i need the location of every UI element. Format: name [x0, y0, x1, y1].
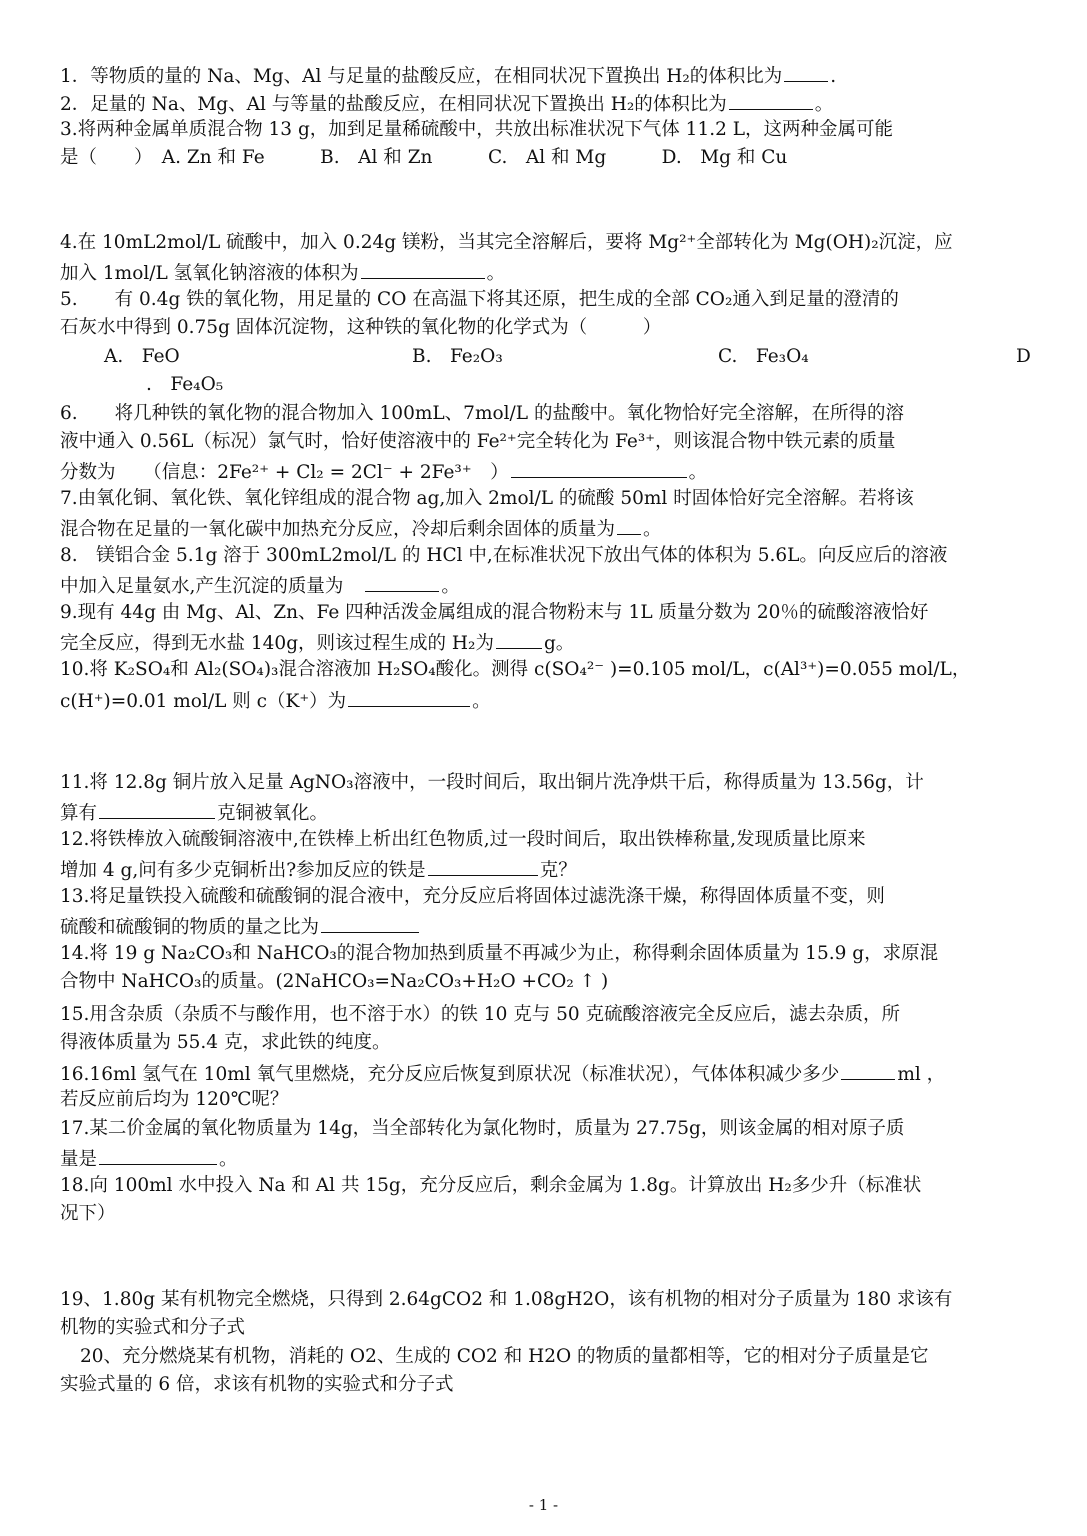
question-15-line-1: 15.用含杂质（杂质不与酸作用，也不溶于水）的铁 10 克与 50 克硫酸溶液完全反应后，滤去杂质，所 [60, 1004, 901, 1025]
answer-blank[interactable] [99, 1144, 217, 1165]
question-1 [60, 61, 836, 90]
question-4-end: 。 [486, 263, 506, 284]
question-11-line-2 [60, 798, 328, 827]
question-7-text: 混合物在足量的一氧化碳中加热充分反应，冷却后剩余固体的质量为 [60, 519, 616, 540]
option-d-letter: D [1016, 346, 1031, 367]
question-9-line-1: 9.现有 44g 由 Mg、Al、Zn、Fe 四种活泼金属组成的混合物粉末与 1L 质量分数为 20％的硫酸溶液恰好 [60, 602, 929, 623]
answer-blank[interactable] [321, 912, 419, 933]
question-7-end: 。 [643, 519, 662, 540]
question-2-text: 2．足量的 Na、Mg、Al 与等量的盐酸反应，在相同状况下置换出 H₂的体积比为 [60, 94, 727, 115]
answer-blank[interactable] [729, 89, 813, 110]
question-10-end: 。 [472, 691, 491, 712]
option-d-formula: . Fe₄O₅ [146, 374, 224, 395]
question-17-end: 。 [219, 1149, 238, 1170]
question-7-line-2 [60, 514, 662, 543]
question-18-line-2: 况下） [60, 1203, 116, 1224]
question-15-line-2: 得液体质量为 55.4 克，求此铁的纯度。 [60, 1032, 391, 1053]
question-16-text: 16.16ml 氢气在 10ml 氧气里燃烧，充分反应后恢复到原状况（标准状况），气体体积减少多少 [60, 1064, 840, 1085]
question-3-line-2: 是（ ） A. Zn 和 Fe B. Al 和 Zn C. Al 和 Mg D. Mg 和 Cu [60, 147, 788, 168]
question-16-end: ml ， [897, 1064, 946, 1085]
answer-blank[interactable] [365, 571, 439, 592]
question-9-end: g。 [543, 633, 575, 654]
question-2-end: 。 [814, 94, 834, 115]
question-16-line-2: 若反应前后均为 120℃呢？ [60, 1089, 289, 1110]
option-a: A. FeO [104, 346, 180, 367]
question-8-end: 。 [441, 576, 460, 597]
answer-blank[interactable] [361, 258, 485, 279]
question-18-line-1: 18.向 100ml 水中投入 Na 和 Al 共 15g，充分反应后，剩余金属为 1.8g。计算放出 H₂多少升（标准状 [60, 1175, 922, 1196]
question-14-line-2: 合物中 NaHCO₃的质量。(2NaHCO₃=Na₂CO₃+H₂O +CO₂ ↑ ) [60, 971, 609, 992]
question-3-line-1: 3.将两种金属单质混合物 13 g，加到足量稀硫酸中，共放出标准状况下气体 11.2 L，这两种金属可能 [60, 119, 894, 140]
question-7-line-1: 7.由氧化铜、氧化铁、氧化锌组成的混合物 ag,加入 2mol/L 的硫酸 50ml 时固体恰好完全溶解。若将该 [60, 488, 914, 509]
question-6-line-1: 6. 将几种铁的氧化物的混合物加入 100mL、7mol/L 的盐酸中。氧化物恰好完全溶解，在所得的溶 [60, 403, 904, 424]
question-9-line-2 [60, 628, 574, 657]
answer-blank[interactable] [348, 686, 470, 707]
question-17-line-1: 17.某二价金属的氧化物质量为 14g，当全部转化为氯化物时，质量为 27.75g，则该金属的相对原子质 [60, 1118, 905, 1139]
question-8-line-2 [60, 571, 460, 600]
question-16-line-1 [60, 1059, 945, 1088]
answer-blank[interactable] [617, 514, 641, 535]
question-4-text: 加入 1mol/L 氢氧化钠溶液的体积为 [60, 263, 359, 284]
question-19-line-2: 机物的实验式和分子式 [60, 1317, 246, 1338]
question-10-line-1: 10.将 K₂SO₄和 Al₂(SO₄)₃混合溶液加 H₂SO₄酸化。测得 c(SO₄²⁻ )=0.105 mol/L，c(Al³⁺)=0.055 mol/L， [60, 659, 971, 680]
question-13-text: 硫酸和硫酸铜的物质的量之比为 [60, 917, 320, 938]
option-c: C. Fe₃O₄ [718, 346, 809, 367]
question-5-line-1: 5. 有 0.4g 铁的氧化物，用足量的 CO 在高温下将其还原，把生成的全部 CO₂通入到足量的澄清的 [60, 289, 899, 310]
question-19-line-1: 19、1.80g 某有机物完全燃烧，只得到 2.64gCO2 和 1.08gH2O，该有机物的相对分子质量为 180 求该有 [60, 1289, 953, 1310]
question-10-text: c(H⁺)=0.01 mol/L 则 c（K⁺）为 [60, 691, 347, 712]
question-11-text: 算有 [60, 803, 98, 824]
answer-blank[interactable] [784, 61, 828, 82]
question-12-line-1: 12.将铁棒放入硫酸铜溶液中,在铁棒上析出红色物质,过一段时间后，取出铁棒称量,发现质量比原来 [60, 829, 866, 850]
question-8-text: 中加入足量氨水,产生沉淀的质量为 [60, 576, 344, 597]
question-13-line-2 [60, 912, 421, 941]
question-12-end: 克？ [539, 860, 577, 881]
answer-blank[interactable] [511, 457, 687, 478]
question-1-end: . [830, 66, 837, 87]
answer-blank[interactable] [428, 855, 538, 876]
question-10-line-2 [60, 686, 491, 715]
question-8-line-1: 8. 镁铝合金 5.1g 溶于 300mL2mol/L 的 HCl 中,在标准状况下放出气体的体积为 5.6L。向反应后的溶液 [60, 545, 948, 566]
question-6-end: 。 [688, 462, 708, 483]
question-20-line-1: 20、充分燃烧某有机物，消耗的 O2、生成的 CO2 和 H2O 的物质的量都相等，它的相对分子质量是它 [80, 1346, 929, 1367]
option-b: B. Fe₂O₃ [412, 346, 503, 367]
question-6-line-3 [60, 457, 707, 486]
answer-blank[interactable] [841, 1059, 895, 1080]
question-20-line-2: 实验式量的 6 倍，求该有机物的实验式和分子式 [60, 1374, 454, 1395]
question-1-text: 1．等物质的量的 Na、Mg、Al 与足量的盐酸反应，在相同状况下置换出 H₂的体积比为 [60, 66, 783, 87]
question-11-line-1: 11.将 12.8g 铜片放入足量 AgNO₃溶液中，一段时间后，取出铜片洗净烘干后，称得质量为 13.56g，计 [60, 772, 924, 793]
question-5-line-2: 石灰水中得到 0.75g 固体沉淀物，这种铁的氧化物的化学式为（ ） [60, 317, 662, 338]
answer-blank[interactable] [496, 628, 542, 649]
page-number: - 1 - [528, 1496, 559, 1514]
question-11-end: 克铜被氧化。 [217, 803, 329, 824]
question-4-line-1: 4.在 10mL2mol/L 硫酸中，加入 0.24g 镁粉，当其完全溶解后，要将 Mg²⁺全部转化为 Mg(OH)₂沉淀，应 [60, 232, 953, 253]
answer-blank[interactable] [99, 798, 215, 819]
question-2 [60, 89, 833, 118]
question-14-line-1: 14.将 19 g Na₂CO₃和 NaHCO₃的混合物加热到质量不再减少为止，称得剩余固体质量为 15.9 g，求原混 [60, 943, 939, 964]
question-17-line-2 [60, 1144, 238, 1173]
question-12-line-2 [60, 855, 577, 884]
question-13-line-1: 13.将足量铁投入硫酸和硫酸铜的混合液中，充分反应后将固体过滤洗涤干燥，称得固体质量不变，则 [60, 886, 885, 907]
question-6-line-2: 液中通入 0.56L（标况）氯气时，恰好使溶液中的 Fe²⁺完全转化为 Fe³⁺，则该混合物中铁元素的质量 [60, 431, 896, 452]
question-17-text: 量是 [60, 1149, 98, 1170]
question-4-line-2 [60, 258, 505, 287]
question-6-text: 分数为 （信息：2Fe²⁺ + Cl₂ = 2Cl⁻ + 2Fe³⁺ ） [60, 462, 509, 483]
question-9-text: 完全反应，得到无水盐 140g，则该过程生成的 H₂为 [60, 633, 494, 654]
question-12-text: 增加 4 g,问有多少克铜析出?参加反应的铁是 [60, 860, 426, 881]
